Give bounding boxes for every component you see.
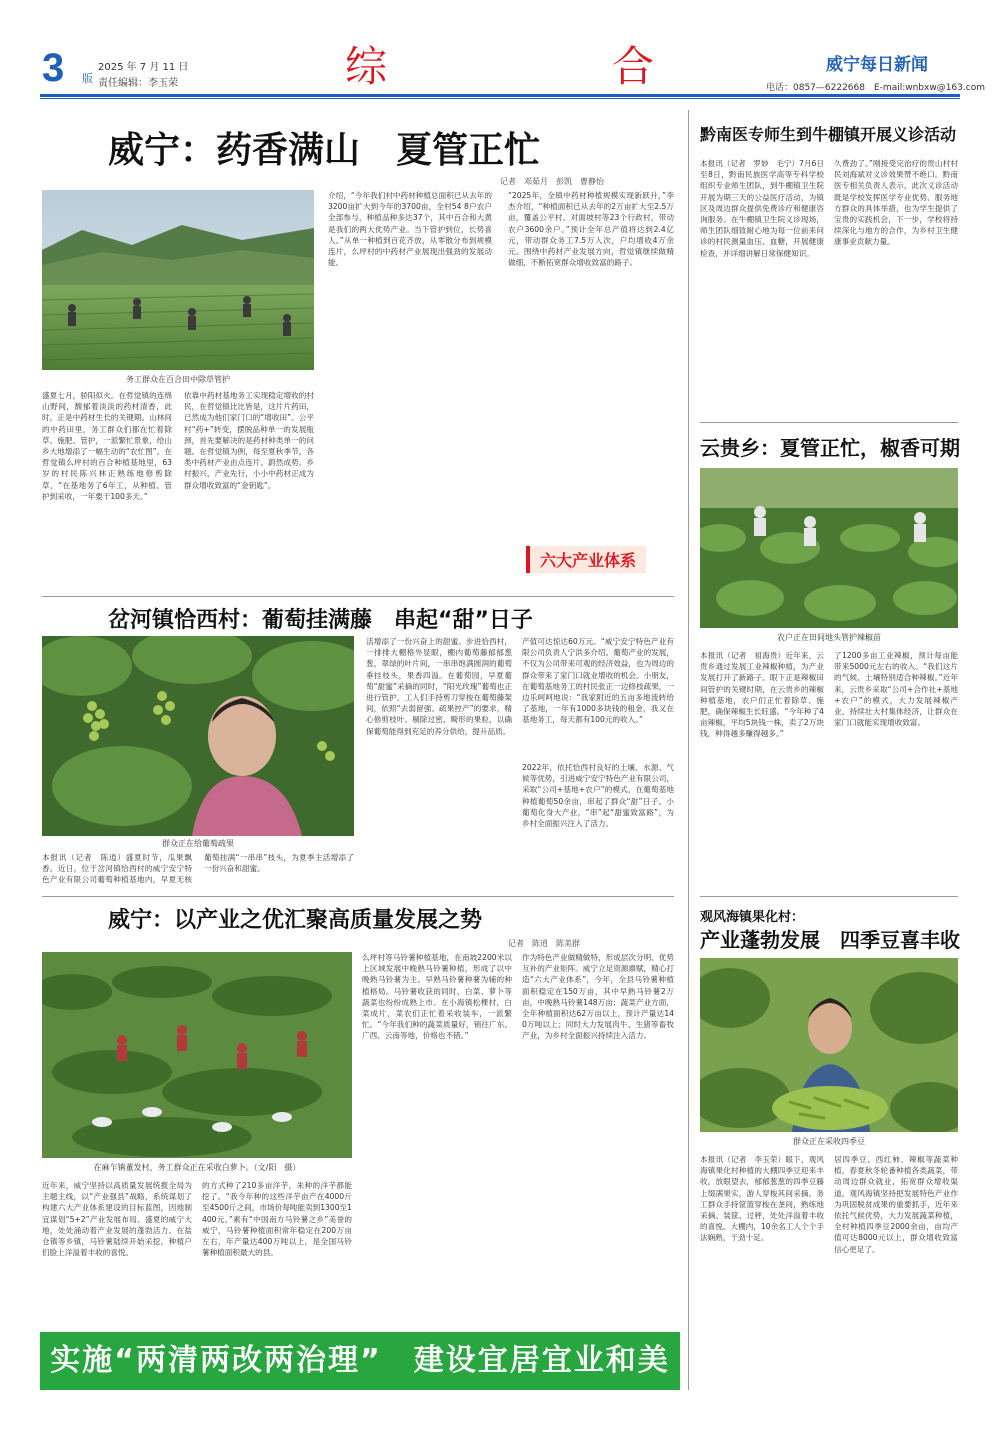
side3-col1: 本报讯（记者 李玉荣）眼下，观风海镇果化村种植的大棚四季豆迎来丰收，放眼望去，郁郁葱葱的四季豆藤上缀满果实，游人穿梭其间采摘。务工群众手持筐篮穿梭在垄间，熟练地采摘、装筐、过秤，处处洋溢着丰收的喜悦。大棚内，10余名工人个个手法娴熟，干劲十足。: [700, 1155, 824, 1243]
side2-col2: 了1200多亩工业辣椒，预计每亩能带来5000元左右的收入。“我们这片的气候、土壤特别适合种辣椒。”近年来，云贵乡采取“公司+合作社+基地+农户”的模式，大力发展辣椒产业，持续壮大村集体经济，让群众在家门口就能实现增收致富。: [834, 651, 958, 728]
article3-title: 威宁：以产业之优汇聚高质量发展之势: [108, 908, 483, 933]
side1-col2: 久费劲了。”刚接受完治疗的贵山村村民刘海斌对义诊效果赞不绝口。黔南医专相关负责人表示，此次义诊活动既是学校发挥医学专业优势、服务地方群众的具体举措，也为学生提供了宝贵的实践机会，下一步，学校将持续深化与地方的合作，为乡村卫生健康事业贡献力量。: [834, 159, 958, 247]
page-suffix: 版: [82, 72, 93, 85]
article3-byline: 记者 陈逍 陈美群: [508, 939, 580, 948]
article3-col4: 作为特色产业做精做特，形成层次分明、优势互补的产业矩阵。威宁立足资源禀赋，精心打造“六大产业体系”，今年，全县马铃薯种植面积稳定在150万亩，其中早熟马铃薯2万亩，中晚熟马铃薯148万亩；蔬菜产业方面，全年种植面积达62万亩以上，预计产量达140万吨以上；同时大力发展肉牛、生猪等畜牧产业，为乡村全面振兴持续注入活力。: [522, 953, 674, 1041]
article1-col4: “2025年，全镇中药材种植规模实现新跃升，”李杰介绍，“种植面积已从去年的2万亩扩大至2.5万亩，覆盖公平村、对面坡村等23个行政村，带动农户3600余户。”预计全年总产值将达到2.4亿元，带动群众务工7.5万人次，户均增收4万余元。围绕中药材产业发展方向，哲觉镇继续做精做细，不断拓宽群众增收致富的路子。: [508, 191, 674, 268]
article1-title: 威宁：药香满山 夏管正忙: [108, 130, 541, 171]
side2-col1: 本报讯（记者 祖海贵）近年来，云贵乡通过发展工业辣椒种植，为产业发展打开了新路子。眼下正是辣椒田间管护的关键时期，在云贵乡的辣椒种植基地，农户们正忙着除草、施肥，确保辣椒生长旺盛。“今年种了4亩辣椒，平均5块钱一株，卖了2万块钱，种得越多赚得越多。”: [700, 651, 824, 739]
side2-caption: 农户正在田间地头管护辣椒苗: [777, 633, 881, 642]
section-title-left: 综: [345, 42, 390, 91]
section-title-right: 合: [612, 42, 657, 91]
column-divider: [688, 110, 689, 1390]
article1-col3: 介绍，“今年我们村中药材种植总面积已从去年的3200亩扩大到今年的3700亩，全村54 8户农户全部参与，种植品种多达37个，其中百合和大黄是我们的两大优势产业。当下管护到位，长势喜人。”从单一种植到百花齐放，从零散分布到规模连片，么坪村的中药材产业展现出强劲的发展动能。: [328, 191, 492, 268]
side1-col1: 本报讯（记者 罗妙 毛宁）7月6日至8日，黔南民族医学高等专科学校组织专业师生团队，到牛棚镇卫生院开展为期三天的公益医疗活动，为镇区及周边群众提供免费诊疗和健康咨询服务。在牛棚镇卫生院义诊现场，师生团队细致耐心地为每一位前来问诊的村民测量血压、血糖，开展健康检查，并详细讲解日常保健知识。: [700, 159, 824, 258]
article1-byline: 记者 邓茹月 彭凯 曹静怡: [500, 177, 604, 186]
side3-kicker: 观风海镇果化村：: [700, 910, 805, 925]
divider: [42, 896, 674, 897]
divider: [42, 596, 674, 597]
article2-photo: [42, 636, 354, 836]
side3-title: 产业蓬勃发展 四季豆喜丰收: [700, 928, 960, 952]
article3-photo: [42, 952, 352, 1158]
article1-col2: 依靠中药材基地务工实现稳定增收的村民，在哲觉镇比比皆是，这片片药田，已然成为他们家门口的“增收田”。公平村“药+”转变，摆脱品种单一的发展瓶颈，首先要解决的是药材种类单一的问题。在哲觉镇为例，每至夏秋季节，各类中药材产业由点连片、蔚然成势。乡村振兴，产业先行，小小中药材正成为群众增收致富的“金钥匙”。: [184, 391, 314, 490]
article1-photo: [42, 190, 314, 370]
masthead-rule: [40, 94, 960, 97]
article2-col3: 产值可达惊达60万元。“威宁安宁特色产业有限公司负责人宁洪多介绍。葡萄产业的发展，不仅为公司带来可观的经济效益，也为周边的群众带来了家门口就业增收的机会。小朋友，在葡萄基地务工的村民张正一边修枝疏果，一边乐呵呵地说：“我家附近的五亩多地流转给了基地，一年有1000多块钱的租金，我又在基地务工，每天都有100元的收入。”: [522, 637, 674, 725]
article2-col2: 活增添了一份兴奋上的甜蜜。步进恰西村，一排排大棚格外显眼，棚内葡萄藤郁郁葱葱，翠绿的叶片间，一串串饱满圆润的葡萄垂挂枝头，果香四溢。在葡萄园，早夏葡萄“甜蜜”采摘的同时，“阳光玫瑰”葡萄也正进行管护，工人们手持剪刀穿梭在葡萄藤架间，依照“去弱留强、疏果控产”的要求，精心修剪枝叶、剔除过密、畸形的果粒，以确保葡萄能得到充足的养分供给，提升品质。: [366, 637, 512, 736]
side3-photo: [700, 958, 958, 1132]
side3-col2: 居四季豆、西红柿、辣椒等蔬菜种植，春夏秋冬轮番种植各类蔬菜，带动周边群众就业，拓宽群众增收渠道。观风海镇坚持把发展特色产业作为巩固脱贫成果的重要抓手，近年来依托气候优势，大力发展蔬菜种植，全村种植四季豆2000余亩，亩均产值可达8000元以上，群众增收致富信心更足了。: [834, 1155, 958, 1254]
divider: [700, 896, 958, 897]
paper-name: 威宁每日新闻: [826, 55, 928, 75]
article2-caption: 群众正在给葡萄疏果: [162, 839, 234, 848]
article2-col4: 2022年，依托恰西村良好的土壤、水源、气候等优势，引进威宁安宁特色产业有限公司，采取“公司+基地+农户”的模式，在葡萄基地种植葡萄50余亩，串起了群众“甜”日子。小葡萄化身大产业，“串”起“甜蜜致富路”，为乡村全面振兴注入了活力。: [522, 763, 674, 829]
article1-caption: 务工群众在百合田中除草管护: [126, 375, 230, 384]
divider: [700, 422, 958, 423]
editor-credit: 责任编辑：李玉荣: [98, 78, 178, 89]
article3-col1: 近年来，威宁坚持以高质量发展统揽全局为主题主线，以“产业强县”战略，系统谋划了构建六大产业体系建设的目标蓝图，因地制宜谋划“5+2”产业发展布局。盛夏的威宁大地，处处涌动着产业发展的蓬勃活力。在盐仓镇等乡镇，马铃薯陆续开始采挖，种植户们脸上洋溢着丰收的喜悦。: [42, 1181, 192, 1258]
article1-tag: 六大产业体系: [526, 546, 646, 573]
issue-date: 2025 年 7 月 11 日: [98, 62, 189, 73]
article3-col2: 的方式种了210多亩洋芋，朱种的洋芋都能挖了。“我今年种的这些洋芋亩产在4000斤至4500斤之间，市场价每吨能卖到1300至1400元。”素有“中国南方马铃薯之乡”美誉的威宁，马铃薯种植面积常年稳定在200万亩左右，年产量达400万吨以上，是全国马铃薯种植面积最大的县。: [202, 1181, 352, 1258]
masthead-rule-thin: [40, 98, 960, 99]
article2-col1: 本报讯（记者 陈逍）盛夏时节，瓜果飘香。近日，位于岔河镇恰西村的威宁安宁特色产业有限公司葡萄种植基地内，早夏无核葡萄挂满“一串串”枝头，为夏季主活增添了一份兴奋和甜蜜。: [42, 853, 354, 885]
side1-title: 黔南医专师生到牛棚镇开展义诊活动: [700, 125, 957, 144]
contact-info: 电话：0857—6222668 E-mail:wnbxw@163.com: [766, 83, 985, 93]
article2-title: 岔河镇恰西村：葡萄挂满藤 串起“甜”日子: [108, 608, 533, 633]
article1-col1: 盛夏七月，骄阳似火。在哲觉镇的连绵山野间，馥郁着淡淡的药材清香，此时，正是中药材生长的关键期。山林间的中药田里，务工群众们都在忙着除草、施肥、管护，一派繁忙景象，给山乡大地增添了一幅生动的“农忙图”。在哲觉镇么坪村的百合种植基地里，63岁的村民陈兴林正熟练地修剪除草，“在基地务了6年工，从种植、管护到采收，一年要干100多天。”: [42, 391, 172, 501]
article3-col3: 么坪村等马铃薯种植基地，在南坡2200米以上区域发展中晚熟马铃薯种植，形成了以中晚熟马铃薯为主、早熟马铃薯种薯为辅的种植格局。马铃薯收获的同时，白菜、萝卜等蔬菜也纷纷成熟上市。在小海镇松棵村，白菜成片，菜农们正忙着采收装车，一派繁忙。“今年我们种的蔬菜质量好，销往广东、广西、云南等地，价格也不错。”: [362, 953, 512, 1041]
side2-title: 云贵乡：夏管正忙，椒香可期: [700, 436, 960, 460]
slogan-banner: 实施“两清两改两治理” 建设宜居宜业和美乡村: [40, 1332, 680, 1390]
side3-caption: 群众正在采收四季豆: [793, 1137, 865, 1146]
page-number: 3: [42, 46, 65, 90]
article3-caption: 在麻乍镇董发村，务工群众正在采收白萝卜。（文/阳 摄）: [93, 1163, 301, 1172]
side2-photo: [700, 468, 958, 628]
